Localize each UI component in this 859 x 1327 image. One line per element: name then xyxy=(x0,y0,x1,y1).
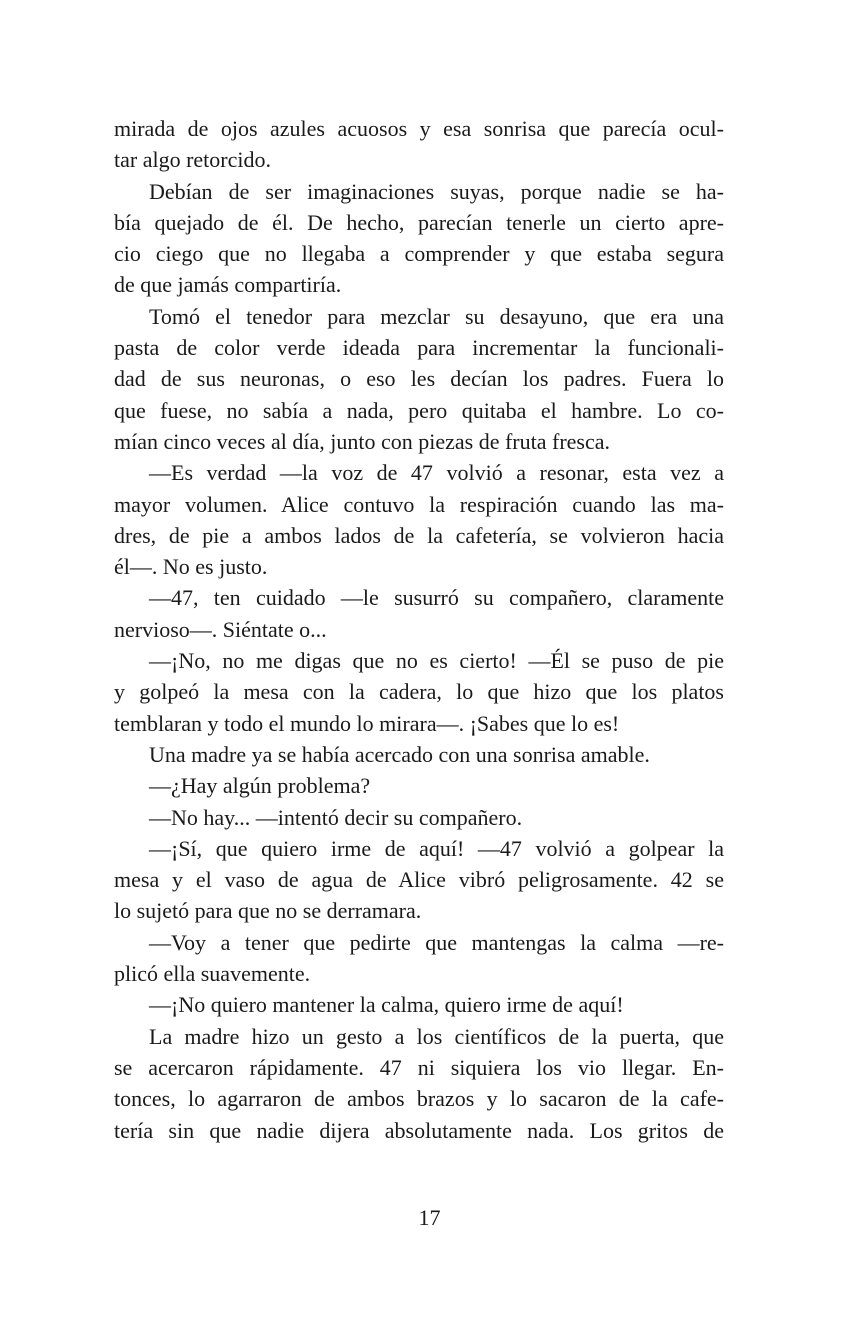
text-line: —Voy a tener que pedirte que mantengas la calma —re- xyxy=(149,929,724,955)
text-line: y golpeó la mesa con la cadera, lo que hizo que los platos xyxy=(114,679,724,705)
text-line: temblaran y todo el mundo lo mirara—. ¡Sabes que lo es! xyxy=(114,710,620,736)
text-line: —¡Sí, que quiero irme de aquí! —47 volvió a golpear la xyxy=(149,835,724,861)
text-line: Una madre ya se había acercado con una sonrisa amable. xyxy=(149,741,650,767)
text-line: él—. No es justo. xyxy=(114,554,268,580)
text-line: mirada de ojos azules acuosos y esa sonrisa que parecía ocul- xyxy=(114,116,724,141)
text-line: dad de sus neuronas, o eso les decían los padres. Fuera lo xyxy=(114,366,724,392)
text-line: mían cinco veces al día, junto con piezas de fruta fresca. xyxy=(114,428,610,454)
text-line: que fuese, no sabía a nada, pero quitaba el hambre. Lo co- xyxy=(114,397,724,423)
text-line: tonces, lo agarraron de ambos brazos y lo sacaron de la cafe- xyxy=(114,1086,724,1112)
text-line: —47, ten cuidado —le susurró su compañero, claramente xyxy=(149,585,724,611)
text-line: —¡No quiero mantener la calma, quiero irme de aquí! xyxy=(149,992,624,1018)
page-number: 17 xyxy=(418,1205,441,1230)
text-line: nervioso—. Siéntate o... xyxy=(114,616,327,642)
text-line: tar algo retorcido. xyxy=(114,147,271,173)
text-line: de que jamás compartiría. xyxy=(114,272,342,298)
text-line: dres, de pie a ambos lados de la cafetería, se volvieron hacia xyxy=(114,522,724,548)
text-line: —No hay... —intentó decir su compañero. xyxy=(149,804,523,830)
text-line: Debían de ser imaginaciones suyas, porque nadie se ha- xyxy=(149,178,724,204)
body-text xyxy=(114,113,724,1146)
text-line: tería sin que nadie dijera absolutamente nada. Los gritos de xyxy=(114,1117,724,1143)
text-line: cio ciego que no llegaba a comprender y que estaba segura xyxy=(114,241,724,267)
text-line: —Es verdad —la voz de 47 volvió a resonar, esta vez a xyxy=(149,460,724,486)
text-line: lo sujetó para que no se derramara. xyxy=(114,898,422,924)
text-line: La madre hizo un gesto a los científicos de la puerta, que xyxy=(149,1023,724,1049)
text-line: plicó ella suavemente. xyxy=(114,961,311,987)
text-line: bía quejado de él. De hecho, parecían tenerle un cierto apre- xyxy=(114,209,724,235)
text-line: mesa y el vaso de agua de Alice vibró peligrosamente. 42 se xyxy=(114,867,724,893)
text-line: mayor volumen. Alice contuvo la respiración cuando las ma- xyxy=(114,491,724,517)
text-line: —¿Hay algún problema? xyxy=(149,773,371,799)
text-line: pasta de color verde ideada para incrementar la funcionali- xyxy=(114,335,724,361)
text-line: Tomó el tenedor para mezclar su desayuno, que era una xyxy=(149,303,724,329)
text-line: se acercaron rápidamente. 47 ni siquiera los vio llegar. En- xyxy=(114,1054,724,1080)
text-line: —¡No, no me digas que no es cierto! —Él se puso de pie xyxy=(149,648,724,674)
